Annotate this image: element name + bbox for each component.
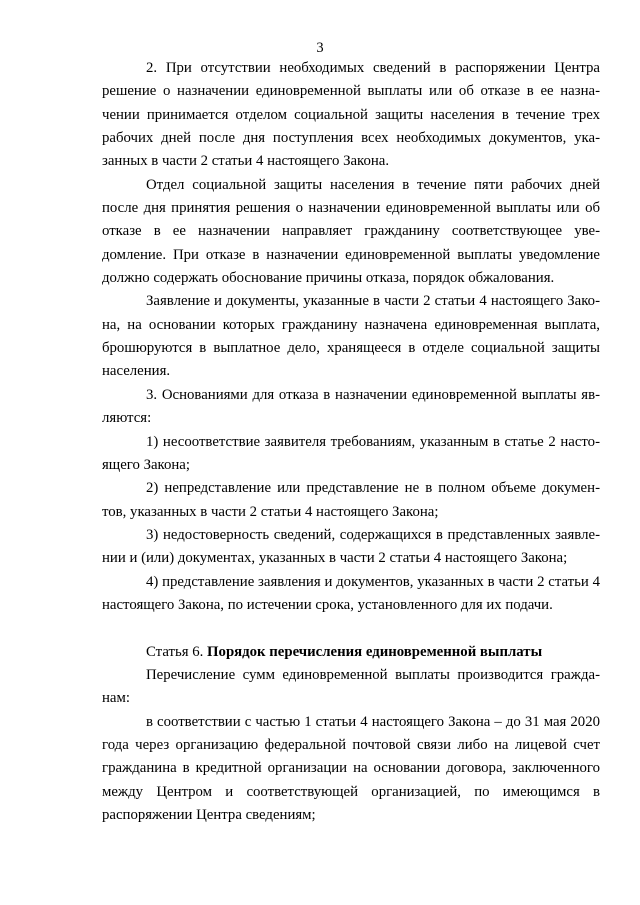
document-body — [102, 57, 600, 827]
article-title: Порядок перечисления единовременной выплаты — [207, 643, 543, 660]
paragraph-notification: Отдел социальной защиты населения в течение пяти рабочих дней после дня принятия решения о назначении единовременной выплаты или об отказе в ее назначении направляет гражданину соответствующее уведомление. При отказе в назначении единовременной выплаты уведомление должно содержать обоснование причины отказа, порядок обжалования. — [102, 176, 600, 287]
paragraph-transfer-method: в соответствии с частью 1 статьи 4 настоящего Закона – до 31 мая 2020 года через организацию федеральной почтовой связи либо на лицевой счет гражданина в кредитной организации на основании договора, заключенного между Центром и соответствующей организацией, по имеющимся в распоряжении Центра сведениям; — [102, 713, 600, 823]
list-item-refusal-3: 3) недостоверность сведений, содержащихся в представленных заявлении и (или) документах, указанных в части 2 статьи 4 настоящего Закона; — [102, 526, 600, 567]
list-item-refusal-2: 2) непредставление или представление не в полном объеме документов, указанных в части 2 статьи 4 настоящего Закона; — [102, 480, 600, 520]
page-number: 3 — [316, 40, 324, 56]
paragraph-refusal-grounds: 3. Основаниями для отказа в назначении единовременной выплаты являются: — [102, 386, 600, 427]
article-number: Статья 6. — [146, 643, 208, 660]
article-heading — [102, 641, 600, 664]
paragraph-transfer-intro: Перечисление сумм единовременной выплаты производится гражданам: — [102, 666, 600, 707]
paragraph-payment-file: Заявление и документы, указанные в части 2 статьи 4 настоящего Закона, на основании которых гражданину назначена единовременная выплата, брошюруются в выплатное дело, хранящееся в отделе социальной защиты населения. — [102, 293, 600, 380]
list-item-refusal-4: 4) представление заявления и документов, указанных в части 2 статьи 4 настоящего Закона, по истечении срока, установленного для их подачи. — [102, 573, 600, 613]
list-item-refusal-1: 1) несоответствие заявителя требованиям, указанным в статье 2 настоящего Закона; — [102, 433, 600, 473]
paragraph-decision-timing: 2. При отсутствии необходимых сведений в распоряжении Центра решение о назначении единовременной выплаты или об отказе в ее назначении принимается отделом социальной защиты населения в течение трех рабочих дней после дня поступления всех необходимых документов, указанных в части 2 статьи 4 настоящего Закона. — [102, 60, 600, 170]
